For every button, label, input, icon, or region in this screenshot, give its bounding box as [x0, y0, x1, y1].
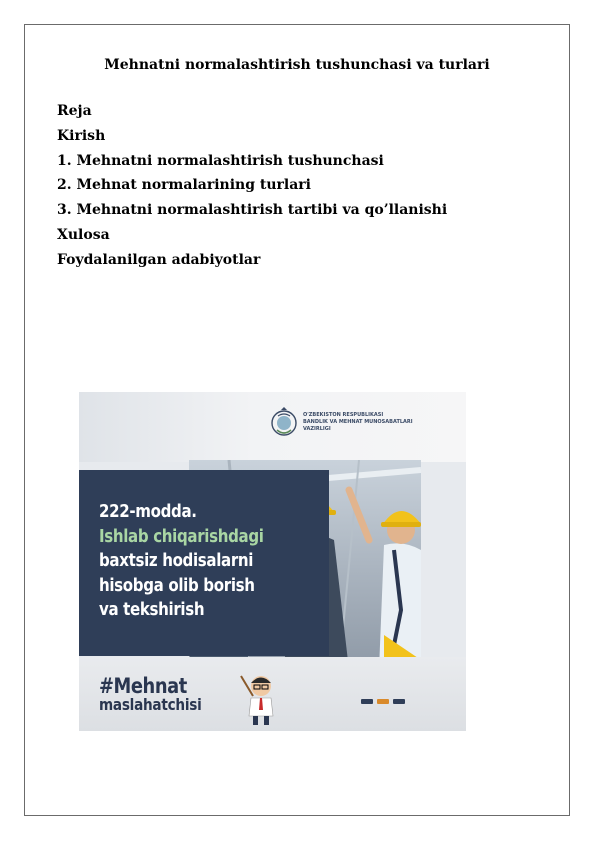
- document-title: Mehnatni normalashtirish tushunchasi va turlari: [104, 57, 490, 73]
- ministry-line: VAZIRLIGI: [303, 426, 331, 432]
- headline-line: Ishlab chiqarishdagi: [99, 526, 264, 547]
- decorative-dots: [361, 699, 405, 705]
- headline-line: va tekshirish: [99, 600, 205, 620]
- ministry-line: O'ZBEKISTON RESPUBLIKASI: [303, 412, 384, 418]
- ministry-name: [303, 412, 413, 433]
- table-of-contents: [57, 101, 447, 275]
- toc-item: 2. Mehnat normalarining turlari: [57, 177, 311, 194]
- toc-item: Kirish: [57, 127, 106, 144]
- toc-item: Reja: [57, 103, 92, 119]
- emblem-icon: [269, 406, 299, 444]
- mascot-icon: [239, 672, 279, 726]
- poster-image: [79, 392, 466, 731]
- headline-line: baxtsiz hodisalarni: [99, 551, 254, 571]
- toc-item: 1. Mehnatni normalashtirish tushunchasi: [57, 152, 384, 169]
- toc-item: 3. Mehnatni normalashtirish tartibi va qo’llanishi: [57, 202, 448, 219]
- hashtag: #Mehnat: [99, 674, 187, 698]
- hashtag-subtitle: maslahatchisi: [99, 695, 202, 714]
- headline-line: 222-modda.: [99, 502, 197, 522]
- poster-headline: [99, 500, 290, 623]
- toc-item: Xulosa: [57, 226, 110, 243]
- ministry-line: BANDLIK VA MEHNAT MUNOSABATLARI: [303, 419, 413, 425]
- headline-line: hisobga olib borish: [99, 575, 255, 596]
- toc-item: Foydalanilgan adabiyotlar: [57, 251, 261, 268]
